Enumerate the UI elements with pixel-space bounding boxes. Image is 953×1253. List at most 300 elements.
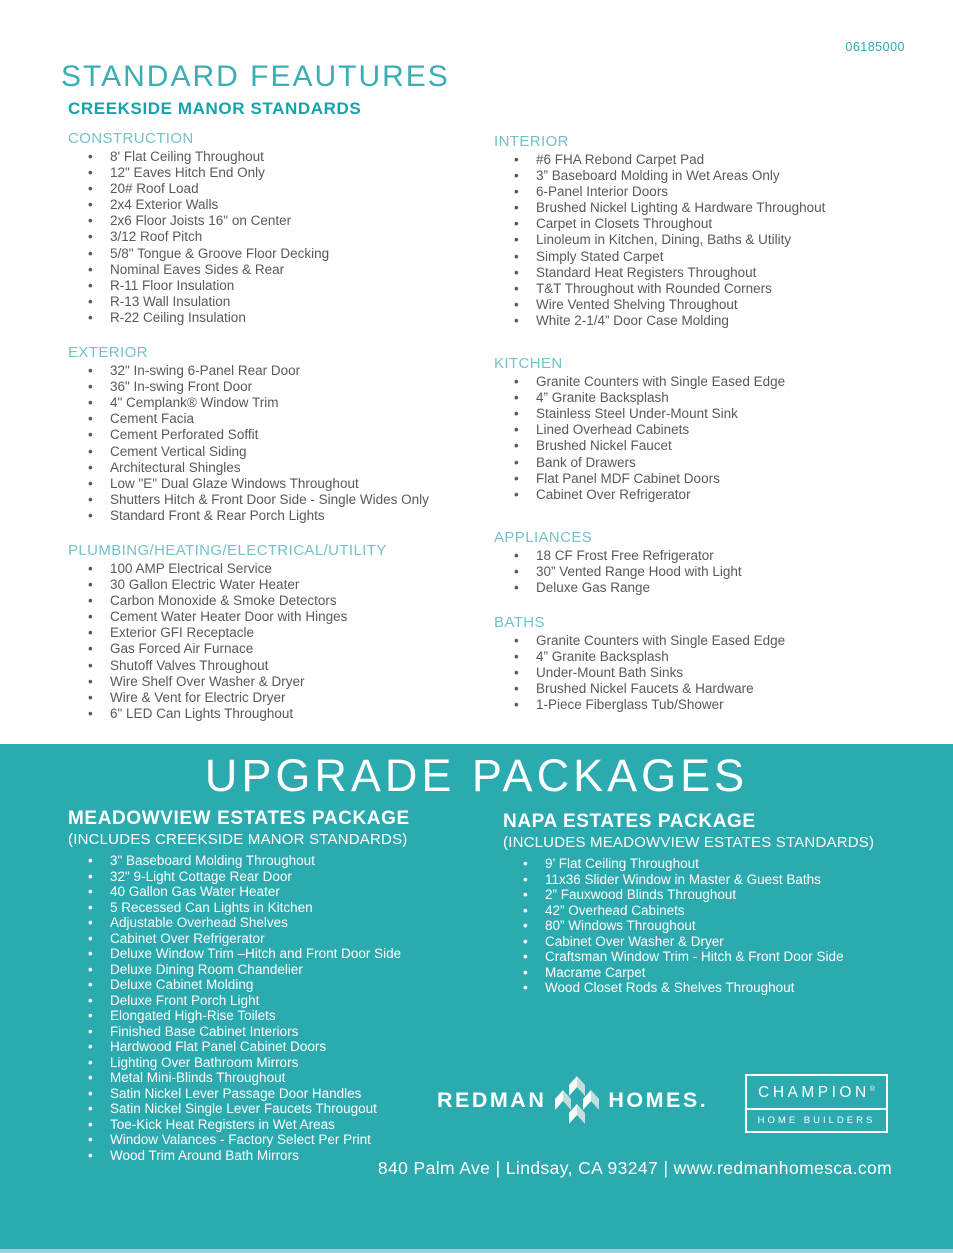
bullet-icon: • [514,232,519,248]
list-item [503,965,933,981]
bullet-icon: • [88,197,93,213]
bullet-icon: • [514,296,519,312]
item-text: 42” Overhead Cabinets [545,902,685,918]
item-text: Standard Heat Registers Throughout [536,264,757,280]
list-item [494,471,914,487]
item-text: Granite Counters with Single Eased Edge [536,633,786,649]
list-item [68,869,498,885]
list-item [68,181,488,197]
item-text: Nominal Eaves Sides & Rear [110,261,285,277]
list-item [68,706,488,722]
item-text: 100 AMP Electrical Service [110,560,272,576]
redman-wordmark-left: REDMAN [437,1087,547,1112]
list-item [494,681,914,697]
bullet-icon: • [88,277,93,293]
list-item [494,168,914,184]
bullet-icon: • [88,411,93,427]
bullet-icon: • [514,563,519,579]
bullet-icon: • [88,395,93,411]
list-item [68,229,488,245]
item-text: Window Valances - Factory Select Per Print [110,1132,371,1147]
list-item [494,249,914,265]
bullet-icon: • [514,470,519,486]
list-item [68,625,488,641]
item-text: 3" Baseboard Molding Throughout [110,853,315,868]
item-text: Gas Forced Air Furnace [110,641,254,657]
feature-list [494,152,914,329]
bullet-icon: • [514,579,519,595]
champion-sub: HOME BUILDERS [747,1108,886,1131]
list-item [494,297,914,313]
item-text: Granite Counters with Single Eased Edge [536,374,786,390]
item-text: 11x36 Slider Window in Master & Guest Baths [545,871,821,887]
list-item [494,152,914,168]
list-item [68,561,488,577]
section-appliances [494,529,914,596]
list-item [68,931,498,947]
section-plumbing-heating-electrical-utility [68,542,488,722]
list-item [494,313,914,329]
item-text: Carpet in Closets Throughout [536,216,713,232]
list-item [68,427,488,443]
bullet-icon: • [88,475,93,491]
item-text: 20# Roof Load [110,181,199,197]
section-heading: EXTERIOR [68,344,148,362]
list-item [68,884,498,900]
champion-home-builders-logo [745,1074,888,1133]
list-item [68,690,488,706]
list-item [68,900,498,916]
bullet-icon: • [88,181,93,197]
item-text: 36" In-swing Front Door [110,379,253,395]
package-includes: (INCLUDES MEADOWVIEW ESTATES STANDARDS) [503,834,875,851]
bullet-icon: • [514,390,519,406]
list-item [68,577,488,593]
item-text: Wire Vented Shelving Throughout [536,296,738,312]
redman-diamonds-icon [555,1076,599,1124]
item-text: 4” Granite Backsplash [536,649,669,665]
list-item [68,508,488,524]
list-item [68,853,498,869]
feature-list [68,561,488,722]
item-text: Carbon Monoxide & Smoke Detectors [110,593,337,609]
list-item [503,980,933,996]
section-heading: APPLIANCES [494,528,593,546]
bullet-icon: • [514,665,519,681]
item-text: 18 CF Frost Free Refrigerator [536,547,714,563]
feature-list [68,363,488,524]
item-text: 2” Fauxwood Blinds Throughout [545,887,737,902]
list-item [494,374,914,390]
item-text: Lighting Over Bathroom Mirrors [110,1054,299,1070]
list-item [494,438,914,454]
package-includes: (INCLUDES CREEKSIDE MANOR STANDARDS) [68,831,408,848]
bullet-icon: • [523,964,528,980]
bullet-icon: • [88,1008,93,1023]
bullet-icon: • [523,871,528,887]
bullet-icon: • [88,961,93,977]
list-item [68,1008,498,1024]
list-item [503,903,933,919]
list-item [68,1117,498,1133]
list-item [494,216,914,232]
item-text: Satin Nickel Lever Passage Door Handles [110,1085,362,1101]
item-text: 3” Baseboard Molding in Wet Areas Only [536,168,780,184]
list-item [494,580,914,596]
list-item [68,962,498,978]
package-feature-list [503,856,933,996]
section-kitchen [494,355,914,503]
section-heading: CONSTRUCTION [68,130,194,147]
list-item [68,1086,498,1102]
bottom-strip [0,1249,953,1253]
item-text: Deluxe Gas Range [536,579,651,595]
item-text: Macrame Carpet [545,964,646,980]
list-item [494,232,914,248]
bullet-icon: • [88,946,93,961]
bullet-icon: • [514,216,519,232]
list-item [68,1132,498,1148]
list-item [68,310,488,326]
list-item [68,278,488,294]
item-text: Wire Shelf Over Washer & Dryer [110,673,305,689]
bullet-icon: • [514,168,519,184]
bullet-icon: • [514,681,519,697]
list-item [68,1070,498,1086]
list-item [68,411,488,427]
item-text: Exterior GFI Receptacle [110,625,255,641]
bullet-icon: • [88,1132,93,1147]
item-text: Wire & Vent for Electric Dryer [110,689,286,705]
item-text: Cement Water Heater Door with Hinges [110,609,348,625]
bullet-icon: • [523,933,528,949]
list-item [68,379,488,395]
list-item [68,1101,498,1117]
item-text: 12" Eaves Hitch End Only [110,165,265,181]
bullet-icon: • [514,697,519,713]
bullet-icon: • [88,884,93,899]
bullet-icon: • [514,406,519,422]
item-text: Craftsman Window Trim - Hitch & Front Door Side [545,949,844,964]
item-text: T&T Throughout with Rounded Corners [536,280,772,296]
bullet-icon: • [514,280,519,296]
item-text: Shutters Hitch & Front Door Side - Single Wides Only [110,491,429,507]
list-item [68,1039,498,1055]
item-text: 30” Vented Range Hood with Light [536,563,742,579]
bullet-icon: • [88,1054,93,1070]
item-text: Hardwood Flat Panel Cabinet Doors [110,1039,327,1054]
list-item [68,444,488,460]
bullet-icon: • [88,977,93,992]
bullet-icon: • [514,152,519,167]
list-item [494,697,914,713]
standards-left-column [68,130,488,722]
list-item [68,395,488,411]
item-text: Deluxe Front Porch Light [110,992,260,1008]
list-item [68,246,488,262]
bullet-icon: • [514,200,519,216]
list-item [68,915,498,931]
section-heading: BATHS [494,614,545,632]
item-text: Linoleum in Kitchen, Dining, Baths & Utility [536,232,792,248]
bullet-icon: • [514,248,519,264]
list-item [68,641,488,657]
item-text: 32" In-swing 6-Panel Rear Door [110,363,301,379]
list-item [503,934,933,950]
section-baths [494,614,914,713]
section-interior [494,133,914,329]
bullet-icon: • [523,887,528,902]
bullet-icon: • [514,454,519,470]
list-item [494,564,914,580]
list-item [503,872,933,888]
list-item [503,856,933,872]
item-text: #6 FHA Rebond Carpet Pad [536,152,705,167]
list-item [494,184,914,200]
bullet-icon: • [88,641,93,657]
item-text: Brushed Nickel Faucet [536,438,672,454]
bullet-icon: • [88,689,93,705]
bullet-icon: • [523,918,528,933]
list-item [503,887,933,903]
bullet-icon: • [88,443,93,459]
item-text: Cement Facia [110,411,195,427]
bullet-icon: • [88,593,93,609]
list-item [68,363,488,379]
bullet-icon: • [523,949,528,964]
list-item [494,633,914,649]
list-item [68,593,488,609]
champion-name: CHAMPION® [758,1084,875,1101]
item-text: Cabinet Over Refrigerator [110,930,265,946]
list-item [68,1024,498,1040]
item-text: Low "E" Dual Glaze Windows Throughout [110,475,359,491]
bullet-icon: • [88,1023,93,1039]
list-item [494,406,914,422]
upgrade-title: UPGRADE PACKAGES [204,750,749,801]
list-item [494,649,914,665]
item-text: 5 Recessed Can Lights in Kitchen [110,899,313,915]
bullet-icon: • [88,657,93,673]
item-text: Deluxe Cabinet Molding [110,977,254,992]
upgrade-band [0,744,953,1253]
item-text: Deluxe Window Trim –Hitch and Front Door Side [110,946,402,961]
section-heading: KITCHEN [494,355,563,373]
doc-number: 06185000 [845,40,905,54]
item-text: Under-Mount Bath Sinks [536,665,684,681]
list-item [494,281,914,297]
item-text: R-11 Floor Insulation [110,277,235,293]
bullet-icon: • [88,899,93,915]
item-text: Lined Overhead Cabinets [536,422,690,438]
item-text: 3/12 Roof Pitch [110,229,203,245]
item-text: Shutoff Valves Throughout [110,657,269,673]
list-item [68,149,488,165]
item-text: Standard Front & Rear Porch Lights [110,507,325,523]
list-item [494,422,914,438]
redman-wordmark-right: HOMES. [608,1087,709,1112]
item-text: Brushed Nickel Faucets & Hardware [536,681,754,697]
item-text: 1-Piece Fiberglass Tub/Shower [536,697,724,713]
bullet-icon: • [88,427,93,443]
bullet-icon: • [514,547,519,563]
item-text: Satin Nickel Single Lever Faucets Througout [110,1101,377,1116]
bullet-icon: • [88,577,93,593]
section-construction [68,130,488,326]
package-title: NAPA ESTATES PACKAGE [503,811,756,832]
item-text: Simply Stated Carpet [536,248,664,264]
bullet-icon: • [88,853,93,868]
item-text: White 2-1/4” Door Case Molding [536,312,729,328]
item-text: 2x4 Exterior Walls [110,197,219,213]
list-item [68,609,488,625]
item-text: 40 Gallon Gas Water Heater [110,884,280,899]
bullet-icon: • [523,980,528,995]
bullet-icon: • [88,1039,93,1054]
list-item [494,390,914,406]
bullet-icon: • [88,1085,93,1101]
bullet-icon: • [514,184,519,200]
item-text: Stainless Steel Under-Mount Sink [536,406,738,422]
item-text: Finished Base Cabinet Interiors [110,1023,299,1039]
bullet-icon: • [88,915,93,930]
bullet-icon: • [514,374,519,390]
item-text: Cement Vertical Siding [110,443,247,459]
bullet-icon: • [88,560,93,576]
bullet-icon: • [88,705,93,721]
item-text: Flat Panel MDF Cabinet Doors [536,470,720,486]
package-napa [503,811,933,996]
list-item [494,665,914,681]
bullet-icon: • [88,1116,93,1132]
bullet-icon: • [88,459,93,475]
package-title: MEADOWVIEW ESTATES PACKAGE [68,808,410,829]
item-text: 4" Cemplank® Window Trim [110,395,279,411]
item-text: Toe-Kick Heat Registers in Wet Areas [110,1116,335,1132]
bullet-icon: • [88,1070,93,1085]
feature-list [494,633,914,713]
bullet-icon: • [88,245,93,261]
bullet-icon: • [88,507,93,523]
bullet-icon: • [88,673,93,689]
bullet-icon: • [514,264,519,280]
page-title: STANDARD FEAUTURES [61,60,450,93]
item-text: 30 Gallon Electric Water Heater [110,577,300,593]
list-item [68,492,488,508]
list-item [68,197,488,213]
section-heading: INTERIOR [494,133,569,150]
bullet-icon: • [514,633,519,649]
bullet-icon: • [88,363,93,379]
list-item [68,674,488,690]
bullet-icon: • [88,992,93,1008]
list-item [494,455,914,471]
bullet-icon: • [88,165,93,181]
champion-reg-mark: ® [869,1085,875,1093]
bullet-icon: • [514,438,519,454]
bullet-icon: • [88,261,93,277]
list-item [68,476,488,492]
list-item [68,658,488,674]
item-text: 9’ Flat Ceiling Throughout [545,856,699,871]
list-item [68,946,498,962]
list-item [68,977,498,993]
item-text: 5/8" Tongue & Groove Floor Decking [110,245,330,261]
bullet-icon: • [88,1101,93,1116]
list-item [68,1055,498,1071]
list-item [503,918,933,934]
item-text: 8' Flat Ceiling Throughout [110,149,264,164]
item-text: Wood Trim Around Bath Mirrors [110,1147,299,1163]
standards-right-column [494,133,914,714]
bullet-icon: • [514,422,519,438]
item-text: Cabinet Over Washer & Dryer [545,933,724,949]
item-text: Wood Closet Rods & Shelves Throughout [545,980,795,995]
bullet-icon: • [523,856,528,871]
item-text: R-13 Wall Insulation [110,293,231,309]
redman-homes-logo [437,1076,708,1124]
bullet-icon: • [88,379,93,395]
bullet-icon: • [88,1147,93,1163]
section-heading: PLUMBING/HEATING/ELECTRICAL/UTILITY [68,541,387,559]
list-item [494,265,914,281]
bullet-icon: • [88,609,93,625]
feature-list [494,374,914,503]
list-item [68,165,488,181]
item-text: Deluxe Dining Room Chandelier [110,961,303,977]
bullet-icon: • [88,625,93,641]
page-subtitle: CREEKSIDE MANOR STANDARDS [68,99,362,118]
list-item [494,487,914,503]
feature-list [494,548,914,596]
item-text: 4” Granite Backsplash [536,390,669,406]
item-text: 6-Panel Interior Doors [536,184,669,200]
list-item [68,993,498,1009]
item-text: 2x6 Floor Joists 16" on Center [110,213,292,229]
package-feature-list [68,853,498,1163]
feature-list [68,149,488,326]
package-meadowview [68,808,498,1163]
item-text: Architectural Shingles [110,459,241,475]
bullet-icon: • [514,649,519,665]
item-text: 6" LED Can Lights Throughout [110,705,294,721]
item-text: Brushed Nickel Lighting & Hardware Throughout [536,200,826,216]
list-item [68,460,488,476]
list-item [68,213,488,229]
bullet-icon: • [88,213,93,229]
section-exterior [68,344,488,524]
item-text: Cement Perforated Soffit [110,427,259,443]
item-text: 80” Windows Throughout [545,918,696,933]
bullet-icon: • [88,293,93,309]
bullet-icon: • [88,229,93,245]
bullet-icon: • [514,486,519,502]
list-item [68,294,488,310]
item-text: Elongated High-Rise Toilets [110,1008,276,1023]
list-item [68,262,488,278]
footer-address: 840 Palm Ave | Lindsay, CA 93247 | www.redmanhomesca.com [377,1158,893,1178]
item-text: Bank of Drawers [536,454,636,470]
bullet-icon: • [88,149,93,164]
item-text: 32" 9-Light Cottage Rear Door [110,868,292,884]
bullet-icon: • [88,868,93,884]
list-item [494,548,914,564]
item-text: Cabinet Over Refrigerator [536,486,691,502]
list-item [503,949,933,965]
item-text: R-22 Ceiling Insulation [110,309,246,325]
bullet-icon: • [88,930,93,946]
bullet-icon: • [88,491,93,507]
